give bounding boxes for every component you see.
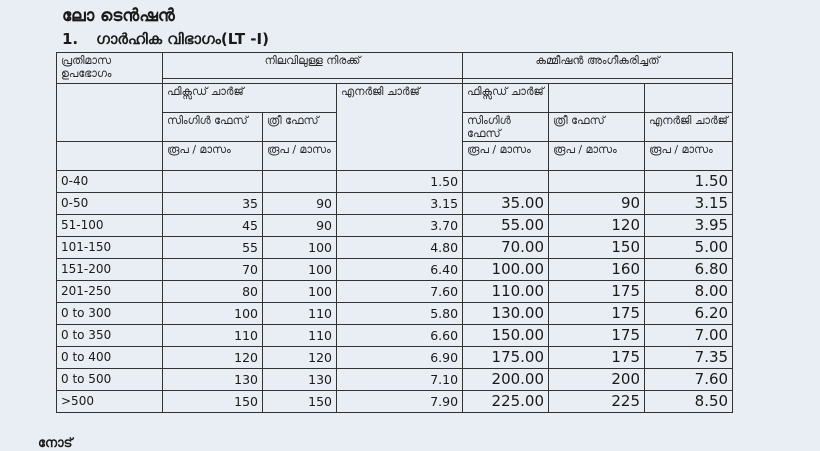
existing-three-phase-cell: 120 [263, 347, 337, 369]
slab-cell: 0 to 300 [57, 303, 163, 325]
commission-energy-charge-cell: 8.50 [645, 391, 733, 413]
commission-three-phase-cell: 120 [549, 215, 645, 237]
commission-energy-charge-cell: 3.95 [645, 215, 733, 237]
slab-cell: 101-150 [57, 237, 163, 259]
commission-single-phase-cell: 200.00 [463, 369, 549, 391]
table-row [57, 303, 733, 325]
existing-three-phase-cell [263, 171, 337, 193]
slab-cell: 0 to 350 [57, 325, 163, 347]
existing-single-phase-cell: 70 [163, 259, 263, 281]
table-row [57, 171, 733, 193]
commission-three-phase-cell: 225 [549, 391, 645, 413]
existing-single-phase-cell: 80 [163, 281, 263, 303]
slab-cell: 151-200 [57, 259, 163, 281]
header-unit-blank [57, 142, 163, 171]
footer-note: നോട് [38, 436, 73, 451]
commission-three-phase-cell: 200 [549, 369, 645, 391]
existing-three-phase-cell: 90 [263, 215, 337, 237]
commission-three-phase-cell: 175 [549, 281, 645, 303]
header-slab-blank [57, 84, 163, 142]
existing-single-phase-cell: 100 [163, 303, 263, 325]
table-row [57, 369, 733, 391]
header-unit-commission-three: രൂപ / മാസം [549, 142, 645, 171]
slab-cell: 201-250 [57, 281, 163, 303]
tariff-table [56, 52, 733, 413]
table-row [57, 391, 733, 413]
header-unit-existing-three: രൂപ / മാസം [263, 142, 337, 171]
header-existing-three-phase: ത്രീ ഫേസ് [263, 113, 337, 142]
existing-energy-charge-cell: 7.60 [337, 281, 463, 303]
commission-energy-charge-cell: 7.35 [645, 347, 733, 369]
commission-single-phase-cell: 150.00 [463, 325, 549, 347]
existing-energy-charge-cell: 6.90 [337, 347, 463, 369]
existing-energy-charge-cell: 7.10 [337, 369, 463, 391]
header-commission-energy-charge: എനർജി ചാർജ് [645, 113, 733, 142]
commission-energy-charge-cell: 7.00 [645, 325, 733, 347]
existing-three-phase-cell: 110 [263, 303, 337, 325]
commission-single-phase-cell: 70.00 [463, 237, 549, 259]
commission-energy-charge-cell: 6.20 [645, 303, 733, 325]
header-commission-blank-3 [645, 84, 733, 113]
commission-energy-charge-cell: 7.60 [645, 369, 733, 391]
commission-single-phase-cell: 35.00 [463, 193, 549, 215]
header-existing-single-phase: സിംഗിൾ ഫേസ് [163, 113, 263, 142]
existing-energy-charge-cell: 5.80 [337, 303, 463, 325]
existing-three-phase-cell: 90 [263, 193, 337, 215]
existing-single-phase-cell [163, 171, 263, 193]
existing-energy-charge-cell: 7.90 [337, 391, 463, 413]
slab-cell: 0-40 [57, 171, 163, 193]
commission-single-phase-cell [463, 171, 549, 193]
existing-energy-charge-cell: 1.50 [337, 171, 463, 193]
existing-three-phase-cell: 100 [263, 259, 337, 281]
section-title [62, 30, 269, 48]
existing-three-phase-cell: 130 [263, 369, 337, 391]
existing-energy-charge-cell: 6.60 [337, 325, 463, 347]
commission-three-phase-cell: 175 [549, 325, 645, 347]
header-commission-single-phase: സിംഗിൾ ഫേസ് [463, 113, 549, 142]
existing-single-phase-cell: 45 [163, 215, 263, 237]
header-unit-existing-single: രൂപ / മാസം [163, 142, 263, 171]
header-commission-approved: കമ്മീഷൻ അംഗീകരിച്ചത് [463, 53, 733, 79]
table-row [57, 325, 733, 347]
header-commission-fixed-charge: ഫിക്സഡ് ചാർജ് [463, 84, 549, 113]
document-heading: ലോ ടെൻഷൻ [62, 6, 175, 26]
table-row [57, 281, 733, 303]
existing-single-phase-cell: 150 [163, 391, 263, 413]
existing-single-phase-cell: 35 [163, 193, 263, 215]
header-existing-rate: നിലവിലുള്ള നിരക്ക് [163, 53, 463, 79]
header-unit-commission-energy: രൂപ / മാസം [645, 142, 733, 171]
commission-three-phase-cell: 175 [549, 347, 645, 369]
section-title-text: ഗാർഹിക വിഭാഗം(LT -I) [96, 30, 269, 48]
existing-energy-charge-cell: 3.15 [337, 193, 463, 215]
existing-three-phase-cell: 110 [263, 325, 337, 347]
commission-energy-charge-cell: 6.80 [645, 259, 733, 281]
commission-single-phase-cell: 225.00 [463, 391, 549, 413]
table-row [57, 215, 733, 237]
existing-three-phase-cell: 150 [263, 391, 337, 413]
slab-cell: 0 to 500 [57, 369, 163, 391]
commission-three-phase-cell: 150 [549, 237, 645, 259]
commission-single-phase-cell: 130.00 [463, 303, 549, 325]
slab-cell: >500 [57, 391, 163, 413]
commission-single-phase-cell: 110.00 [463, 281, 549, 303]
existing-three-phase-cell: 100 [263, 281, 337, 303]
commission-three-phase-cell: 175 [549, 303, 645, 325]
existing-single-phase-cell: 110 [163, 325, 263, 347]
header-existing-energy-charge: എനർജി ചാർജ് [337, 84, 463, 171]
table-row [57, 347, 733, 369]
existing-energy-charge-cell: 3.70 [337, 215, 463, 237]
commission-single-phase-cell: 100.00 [463, 259, 549, 281]
existing-single-phase-cell: 55 [163, 237, 263, 259]
slab-cell: 0 to 400 [57, 347, 163, 369]
table-row [57, 259, 733, 281]
existing-single-phase-cell: 130 [163, 369, 263, 391]
existing-three-phase-cell: 100 [263, 237, 337, 259]
table-row [57, 237, 733, 259]
header-unit-commission-single: രൂപ / മാസം [463, 142, 549, 171]
slab-cell: 0-50 [57, 193, 163, 215]
header-commission-blank-2 [549, 84, 645, 113]
slab-cell: 51-100 [57, 215, 163, 237]
commission-three-phase-cell [549, 171, 645, 193]
commission-three-phase-cell: 160 [549, 259, 645, 281]
existing-energy-charge-cell: 6.40 [337, 259, 463, 281]
header-monthly-consumption: പ്രതിമാസ ഉപഭോഗം [57, 53, 163, 84]
existing-energy-charge-cell: 4.80 [337, 237, 463, 259]
commission-energy-charge-cell: 1.50 [645, 171, 733, 193]
commission-energy-charge-cell: 8.00 [645, 281, 733, 303]
table-row [57, 193, 733, 215]
header-commission-three-phase: ത്രീ ഫേസ് [549, 113, 645, 142]
commission-energy-charge-cell: 3.15 [645, 193, 733, 215]
commission-energy-charge-cell: 5.00 [645, 237, 733, 259]
commission-single-phase-cell: 55.00 [463, 215, 549, 237]
existing-single-phase-cell: 120 [163, 347, 263, 369]
section-number: 1. [62, 30, 79, 48]
commission-single-phase-cell: 175.00 [463, 347, 549, 369]
header-existing-fixed-charge: ഫിക്സഡ് ചാർജ് [163, 84, 337, 113]
commission-three-phase-cell: 90 [549, 193, 645, 215]
